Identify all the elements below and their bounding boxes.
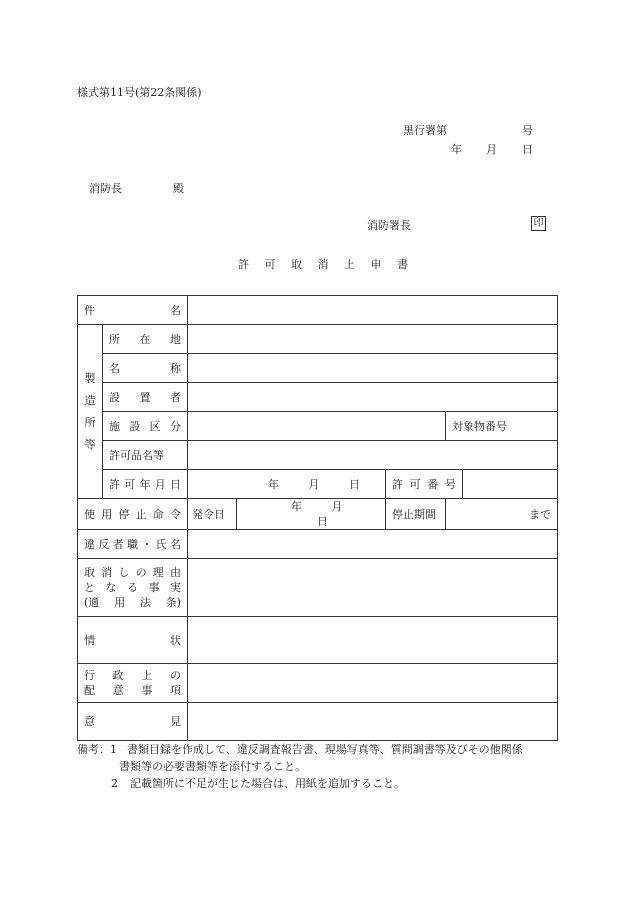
facility-category-label: 施 設 区 分 <box>103 412 188 441</box>
permit-number-field[interactable] <box>463 470 558 499</box>
order-date-month: 月 <box>331 500 343 513</box>
notes-label: 備考：1 <box>77 743 117 756</box>
circumstances-label: 情 状 <box>78 617 188 664</box>
permit-date-year: 年 <box>268 477 279 491</box>
revocation-reason-field[interactable] <box>188 559 558 617</box>
note-1-line-2: 書類等の必要書類等を添付すること。 <box>119 760 306 773</box>
administrative-consideration-field[interactable] <box>188 664 558 703</box>
seal-icon: 印 <box>531 216 546 231</box>
permit-date-day: 日 <box>349 477 360 491</box>
note-2-text: 記載箇所に不足が生じた場合は、用紙を追加すること。 <box>130 777 405 790</box>
sender-title: 消防署長 <box>367 219 411 232</box>
suspension-period-field[interactable] <box>446 499 558 530</box>
permitted-items-label: 許可品名等 <box>103 441 188 470</box>
note-1-line-1 <box>77 741 523 758</box>
name-field[interactable] <box>188 354 558 383</box>
order-date-label: 発令日 <box>188 499 237 530</box>
form-number: 様式第11号(第22条関係) <box>77 86 202 99</box>
order-date-field[interactable] <box>237 499 386 530</box>
order-date-year: 年 <box>291 500 302 513</box>
facility-group-label: 製 造 所 等 <box>78 325 103 499</box>
permit-number-label: 許 可 番 号 <box>386 470 463 499</box>
date-year: 年 <box>451 143 462 156</box>
addressee-honorific: 殿 <box>173 182 184 195</box>
date-month: 月 <box>486 143 497 156</box>
order-date-day: 日 <box>317 515 328 528</box>
installer-label: 設 置 者 <box>103 383 188 412</box>
opinion-label: 意 見 <box>78 703 188 741</box>
violator-label: 違 反 者 職 ・ 氏 名 <box>78 530 188 559</box>
note-2-line <box>77 775 523 792</box>
location-field[interactable] <box>188 325 558 354</box>
name-label: 名 称 <box>103 354 188 383</box>
seal-mark <box>531 216 546 231</box>
note-2-number: 2 <box>111 777 118 790</box>
circumstances-field[interactable] <box>188 617 558 664</box>
document-title: 許 可 取 消 上 申 書 <box>238 258 414 271</box>
permitted-items-field[interactable] <box>188 441 558 470</box>
until-text: まで <box>529 507 552 521</box>
revocation-reason-label: 取 消 し の 理 由 と な る 事 実 (適 用 法 条) <box>78 559 188 617</box>
doc-ref-prefix: 黒行署第 <box>403 124 447 137</box>
permit-date-month: 月 <box>308 477 320 491</box>
administrative-consideration-label: 行 政 上 の 配 意 事 項 <box>78 664 188 703</box>
date-day: 日 <box>522 143 533 156</box>
application-form-table <box>77 295 558 741</box>
facility-category-field[interactable] <box>188 412 446 441</box>
doc-ref-suffix: 号 <box>522 124 533 137</box>
suspension-order-label: 使 用 停 止 命 令 <box>78 499 188 530</box>
target-number-label: 対象物番号 <box>446 412 558 441</box>
opinion-field[interactable] <box>188 703 558 741</box>
notes-section <box>77 741 523 792</box>
violator-field[interactable] <box>188 530 558 559</box>
installer-field[interactable] <box>188 383 558 412</box>
item-name-label: 件 名 <box>78 296 188 325</box>
permit-date-field[interactable] <box>188 470 386 499</box>
permit-date-label: 許 可 年 月 日 <box>103 470 188 499</box>
location-label: 所 在 地 <box>103 325 188 354</box>
note-1-text-a: 書類目録を作成して、違反調査報告書、現場写真等、質問調書等及びその他関係 <box>127 743 523 756</box>
item-name-field[interactable] <box>188 296 558 325</box>
suspension-period-label: 停止期間 <box>386 499 446 530</box>
addressee-title: 消防長 <box>89 182 122 195</box>
